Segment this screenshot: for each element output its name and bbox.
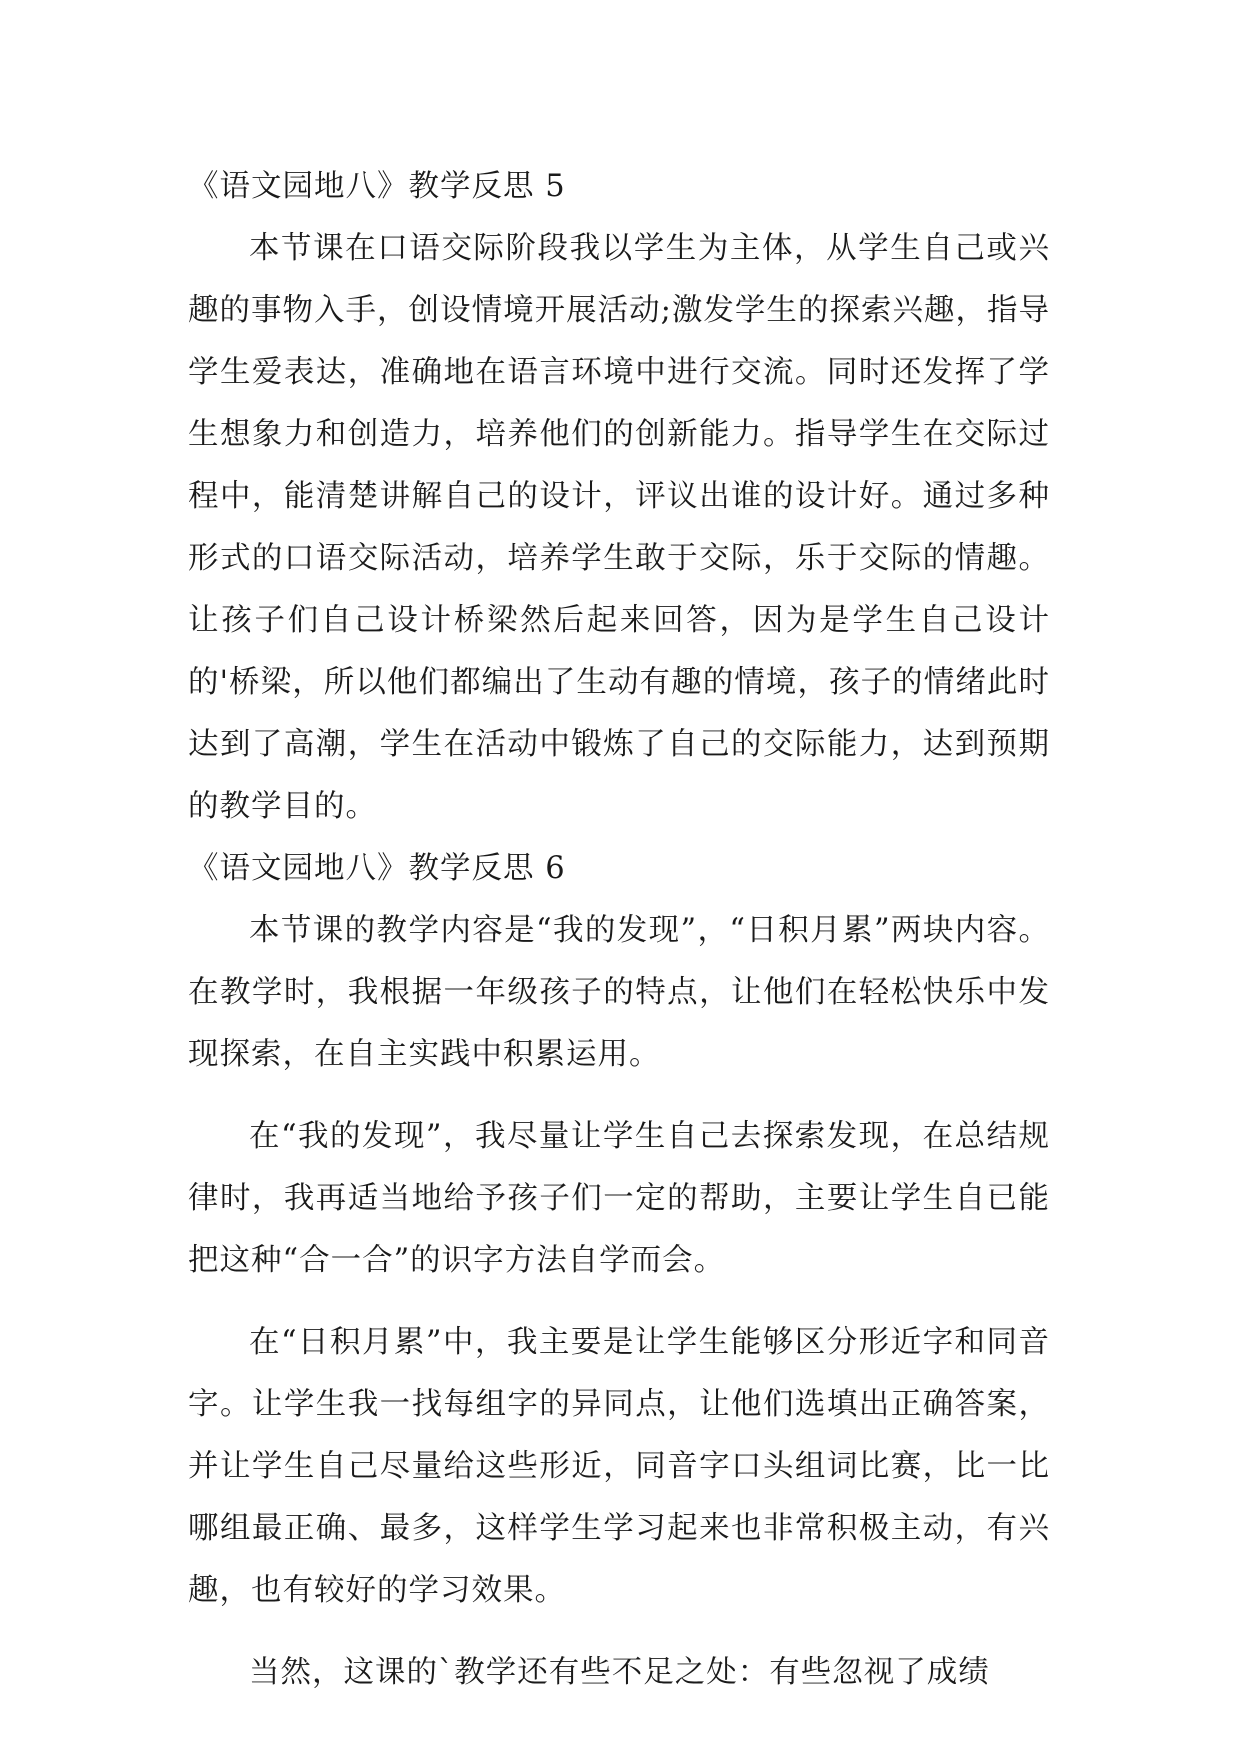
section-6-paragraph-3: 在“日积月累”中，我主要是让学生能够区分形近字和同音字。让学生我一找每组字的异同点，让他们选填出正确答案，并让学生自己尽量给这些形近，同音字口头组词比赛，比一比哪组最正确、最多，这样学生学习起来也非常积极主动，有兴趣，也有较好的学习效果。 bbox=[188, 1325, 1050, 1608]
section-6-paragraph-4: 当然，这课的`教学还有些不足之处：有些忽视了成绩 bbox=[249, 1655, 990, 1690]
section-6-paragraph-1: 本节课的教学内容是“我的发现”，“日积月累”两块内容。在教学时，我根据一年级孩子的特点，让他们在轻松快乐中发现探索，在自主实践中积累运用。 bbox=[188, 913, 1050, 1072]
section-heading-6: 《语文园地八》教学反思 6 bbox=[188, 851, 566, 886]
section-5-paragraph-1: 本节课在口语交际阶段我以学生为主体，从学生自己或兴趣的事物入手，创设情境开展活动;激发学生的探索兴趣，指导学生爱表达，准确地在语言环境中进行交流。同时还发挥了学生想象力和创造力，培养他们的创新能力。指导学生在交际过程中，能清楚讲解自己的设计，评议出谁的设计好。通过多种形式的口语交际活动，培养学生敢于交际，乐于交际的情趣。让孩子们自己设计桥梁然后起来回答，因为是学生自己设计的'桥梁，所以他们都编出了生动有趣的情境，孩子的情绪此时达到了高潮，学生在活动中锻炼了自己的交际能力，达到预期的教学目的。 bbox=[188, 231, 1050, 824]
section-6-paragraph-2: 在“我的发现”，我尽量让学生自己去探索发现，在总结规律时，我再适当地给予孩子们一定的帮助，主要让学生自已能把这种“合一合”的识字方法自学而会。 bbox=[188, 1119, 1050, 1278]
section-heading-5: 《语文园地八》教学反思 5 bbox=[188, 169, 566, 204]
document-body bbox=[188, 156, 1050, 1704]
